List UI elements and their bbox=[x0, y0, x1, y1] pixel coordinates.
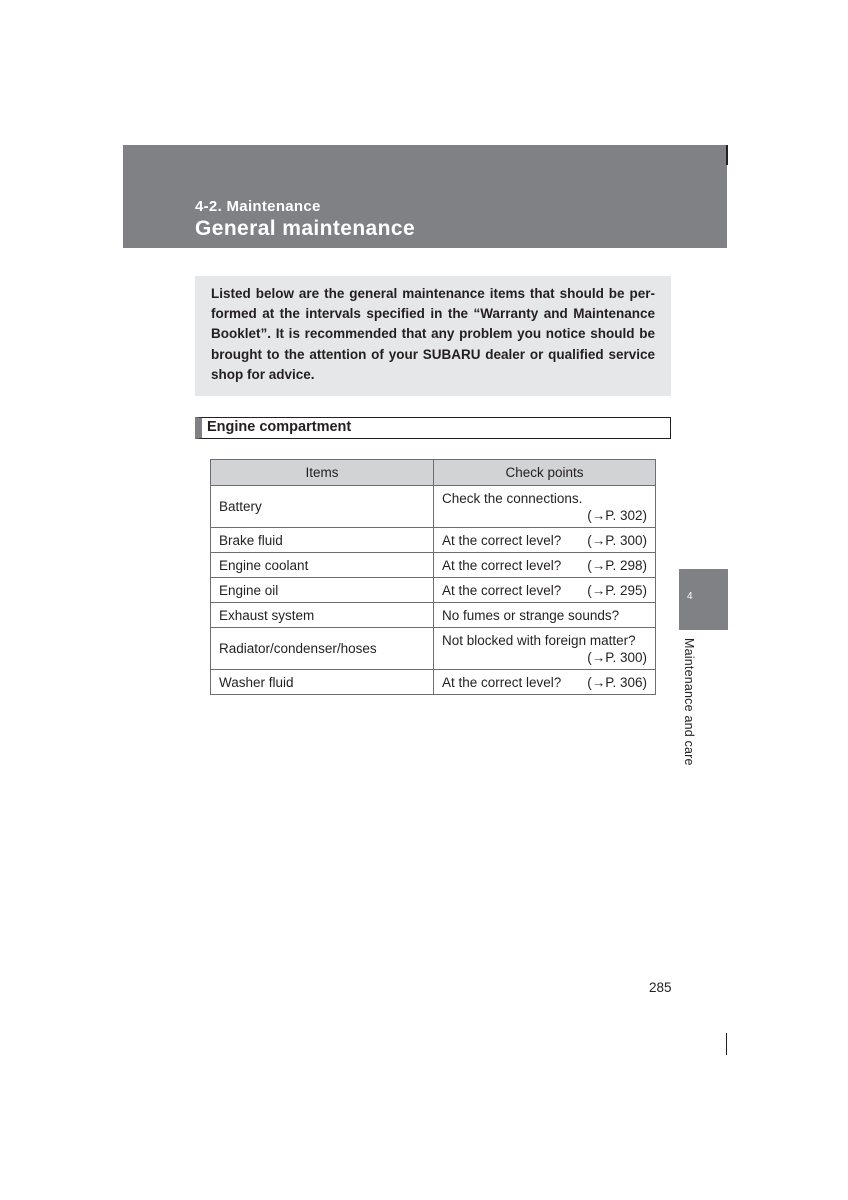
page-reference: (→P. 298) bbox=[587, 557, 647, 573]
table-row bbox=[211, 486, 656, 528]
check-cell bbox=[434, 578, 656, 603]
check-cell bbox=[434, 628, 656, 670]
page-tick-mark bbox=[726, 1033, 727, 1055]
check-text: At the correct level? bbox=[442, 674, 562, 690]
intro-text: Listed below are the general maintenance items that should be per-formed at the intervals specified in the “Warranty and Maintenance Booklet”. It is recommended that any problem you notice should be brought to the attention of your SUBARU dealer or qualified service shop for advice. bbox=[211, 286, 655, 382]
page-number: 285 bbox=[649, 980, 672, 995]
header-tick-mark bbox=[726, 145, 728, 165]
check-text: No fumes or strange sounds? bbox=[442, 607, 620, 623]
item-cell: Engine oil bbox=[211, 578, 434, 603]
table-row bbox=[211, 628, 656, 670]
check-cell bbox=[434, 528, 656, 553]
subsection-heading-text: Engine compartment bbox=[207, 419, 352, 435]
intro-box bbox=[195, 276, 671, 396]
table-row bbox=[211, 553, 656, 578]
item-cell: Radiator/condenser/hoses bbox=[211, 628, 434, 670]
column-header-check-points: Check points bbox=[434, 460, 656, 486]
table-row bbox=[211, 528, 656, 553]
page-reference: (→P. 306) bbox=[587, 674, 647, 690]
subsection-heading bbox=[195, 417, 671, 439]
check-text: Check the connections. bbox=[442, 490, 583, 506]
maintenance-table bbox=[210, 459, 656, 695]
chapter-name: Maintenance and care bbox=[682, 638, 696, 766]
chapter-number: 4 bbox=[687, 591, 693, 602]
check-text: Not blocked with foreign matter? bbox=[442, 632, 636, 648]
page-reference: (→P. 300) bbox=[587, 532, 647, 548]
check-text: At the correct level? bbox=[442, 557, 562, 573]
check-text: At the correct level? bbox=[442, 582, 562, 598]
check-cell bbox=[434, 603, 656, 628]
section-label: 4-2. Maintenance bbox=[195, 198, 321, 215]
page-reference: (→P. 295) bbox=[587, 582, 647, 598]
page-reference: (→P. 300) bbox=[587, 649, 647, 665]
page-reference: (→P. 302) bbox=[587, 507, 647, 523]
check-text: At the correct level? bbox=[442, 532, 562, 548]
check-cell bbox=[434, 486, 656, 528]
page-title: General maintenance bbox=[195, 217, 416, 240]
check-cell bbox=[434, 670, 656, 695]
check-cell bbox=[434, 553, 656, 578]
table-header-row bbox=[211, 460, 656, 486]
item-cell: Engine coolant bbox=[211, 553, 434, 578]
column-header-items: Items bbox=[211, 460, 434, 486]
item-cell: Battery bbox=[211, 486, 434, 528]
table-row bbox=[211, 578, 656, 603]
table-row bbox=[211, 603, 656, 628]
item-cell: Exhaust system bbox=[211, 603, 434, 628]
table-row bbox=[211, 670, 656, 695]
item-cell: Brake fluid bbox=[211, 528, 434, 553]
item-cell: Washer fluid bbox=[211, 670, 434, 695]
